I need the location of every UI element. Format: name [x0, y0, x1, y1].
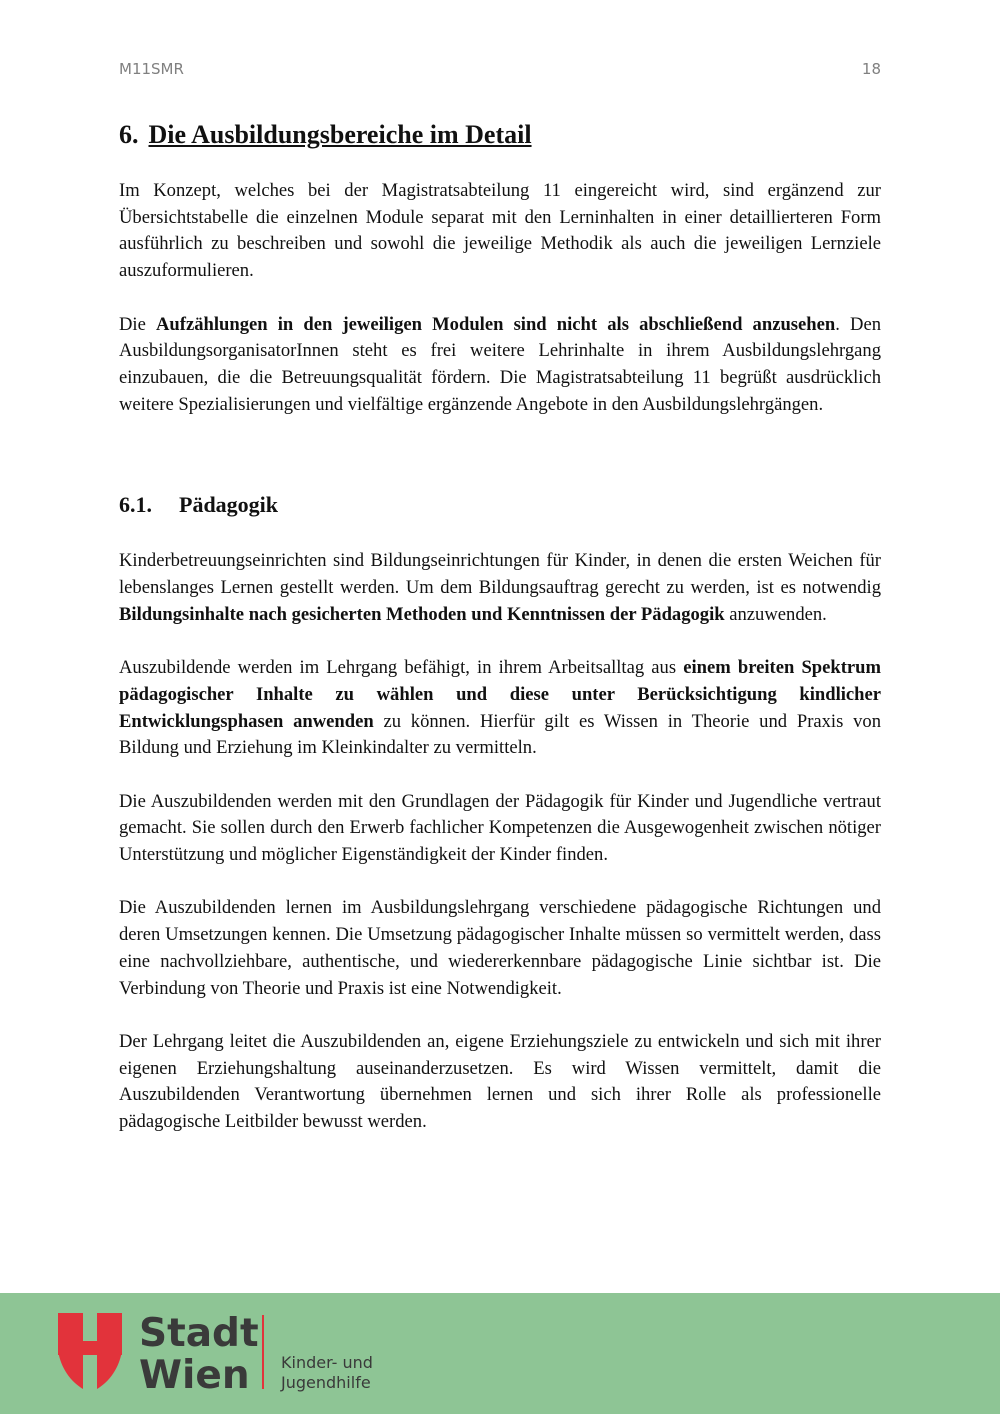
department-line-1: Kinder- und [281, 1353, 373, 1372]
subsection-paragraph-5: Der Lehrgang leitet die Auszubildenden an, eigene Erziehungsziele zu entwickeln und sich mit ihrer eigenen Erziehungshaltung auseinanderzusetzen. Es wird Wissen vermittelt, damit die Auszubildenden Verantwortung übernehmen lernen und sich ihrer Rolle als professionelle pädagogische Leitbilder bewusst werden. [119, 1030, 881, 1133]
subsection-paragraph-4: Die Auszubildenden lernen im Ausbildungslehrgang verschiedene pädagogische Richtungen und deren Umsetzungen kennen. Die Umsetzung pädagogischer Inhalte müssen so vermittelt werden, dass eine nachvollziehbare, authentische, und wiedererkennbare pädagogische Linie sichtbar ist. Die Verbindung von Theorie und Praxis ist eine Notwendigkeit. [119, 897, 881, 999]
header-page-number: 18 [861, 60, 881, 78]
section-heading [119, 118, 881, 152]
text-run: Die [119, 313, 156, 335]
subsection-title: Pädagogik [179, 492, 279, 518]
logo-wordmark [139, 1313, 259, 1397]
bold-run: einem breiten Spektrum pädagogischer Inhalte zu wählen und diese unter Berücksichtigung kindlicher Entwicklungsphasen anwenden [119, 657, 882, 732]
subsection-paragraph-3: Die Auszubildenden werden mit den Grundlagen der Pädagogik für Kinder und Jugendliche vertraut gemacht. Sie sollen durch den Erwerb fachlicher Kompetenzen die Ausgewogenheit zwischen nötiger Unterstützung und möglicher Eigenständigkeit der Kinder finden. [119, 790, 881, 866]
section-paragraph-2 [119, 312, 881, 419]
subsection-paragraph-2 [119, 655, 881, 762]
logo-line-wien: Wien [139, 1353, 250, 1398]
section-number: 6. [119, 120, 139, 149]
department-line-2: Jugendhilfe [281, 1373, 371, 1392]
section-paragraph-1: Im Konzept, welches bei der Magistratsabteilung 11 eingereicht wird, sind ergänzend zur Übersichtstabelle die einzelnen Module separat mit den Lerninhalten in einer detaillierteren Form ausführlich zu beschreiben und sowohl die jeweilige Methodik als auch die jeweiligen Lernziele auszuformulieren. [119, 180, 881, 282]
text-run: Kinderbetreuungseinrichten sind Bildungseinrichtungen für Kinder, in denen die ersten Weichen für lebenslanges Lernen gestellt werden. Um dem Bildungsauftrag gerecht zu werden, ist es notwendig [119, 550, 881, 599]
logo-divider [262, 1315, 264, 1389]
bold-run: Bildungsinhalte nach gesicherten Methoden und Kenntnissen der Pädagogik [119, 603, 725, 625]
subsection-heading [119, 490, 881, 520]
footer-band [0, 1293, 1000, 1414]
section-title: Die Ausbildungsbereiche im Detail [148, 120, 532, 149]
subsection-paragraph-1 [119, 548, 881, 628]
header-document-id: M11SMR [119, 60, 184, 78]
text-run: zu können. Hierfür gilt es Wissen in Theorie und Praxis von Bildung und Erziehung im Kleinkindalter zu vermitteln. [119, 710, 881, 759]
vienna-shield-icon [58, 1313, 122, 1389]
logo-line-stadt: Stadt [139, 1311, 259, 1356]
text-run: Auszubildende werden im Lehrgang befähigt, in ihrem Arbeitsalltag aus [119, 657, 684, 679]
text-run: . Den AusbildungsorganisatorInnen steht es frei weitere Lehrinhalte in ihrem Ausbildungslehrgang einzubauen, die die Betreuungsqualität fördern. Die Magistratsabteilung 11 begrüßt ausdrücklich weitere Spezialisierungen und vielfältige ergänzende Angebote in den Ausbildungslehrgängen. [119, 313, 881, 415]
logo-department [281, 1353, 373, 1393]
subsection-number: 6.1. [119, 492, 152, 518]
text-run: anzuwenden. [724, 603, 827, 625]
main-content [119, 118, 881, 1162]
bold-run: Aufzählungen in den jeweiligen Modulen sind nicht als abschließend anzusehen [156, 313, 836, 335]
